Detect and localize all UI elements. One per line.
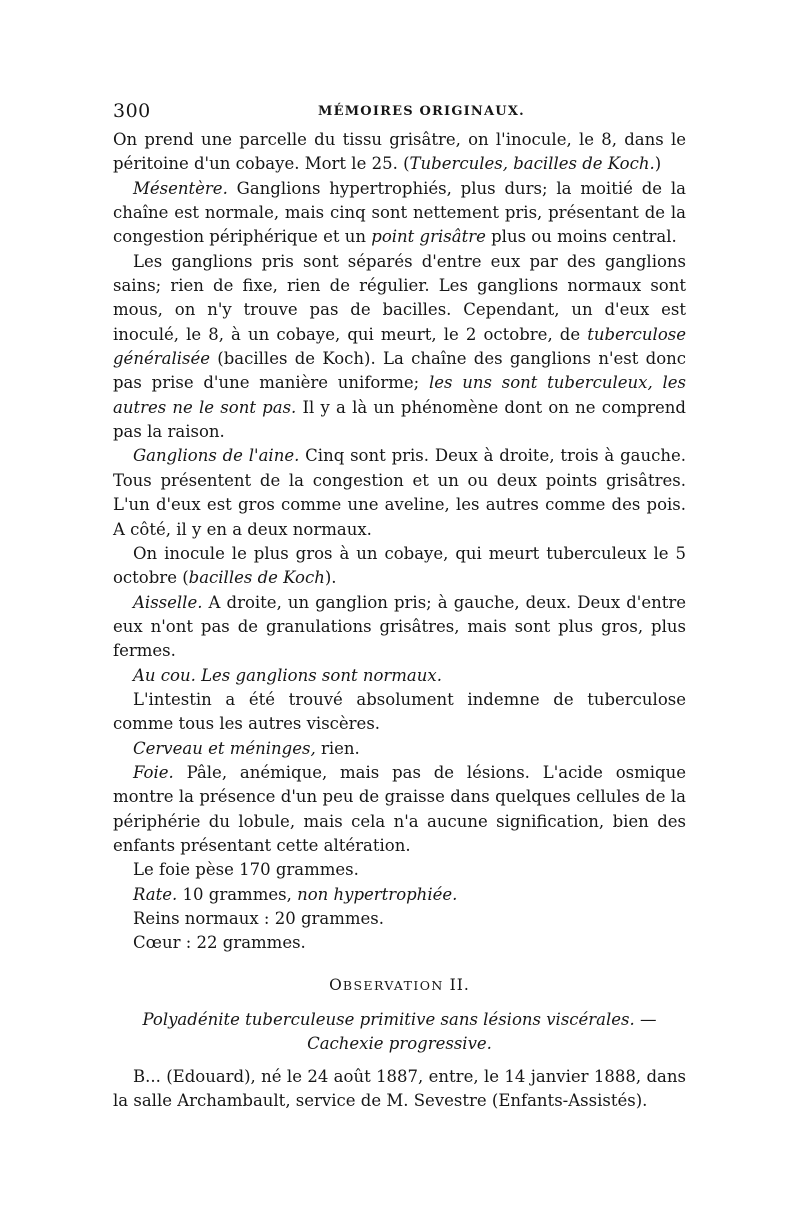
body-paragraphs (113, 128, 686, 956)
paragraph (113, 128, 686, 177)
paragraph (113, 177, 686, 250)
observation-heading (113, 973, 686, 998)
italic-text: Cerveau et méninges, (133, 738, 316, 758)
text-run: 10 grammes, (177, 884, 298, 904)
paragraph (113, 688, 686, 737)
paragraph (113, 858, 686, 882)
text-run: plus ou moins central. (485, 227, 677, 247)
paragraph (113, 444, 686, 541)
text-run: Il y a là un phénomène dont on ne comprend pas la raison. (113, 397, 686, 442)
text-run: Les ganglions pris sont séparés d'entre eux par des ganglions sains; rien de fixe, rien de régulier. Les ganglions normaux sont mous, on n'y trouve pas de bacilles. Cependant, un d'eux est inoculé, le 8, à un cobaye, qui meurt, le 2 octobre, de (113, 251, 686, 344)
text-run: (bacilles de Koch). La chaîne des ganglions n'est donc pas prise d'une manière uniforme; (113, 349, 686, 393)
text-run: B... (Edouard), né le 24 août 1887, entre, le 14 janvier 1888, dans la salle Archambault, service de M. Sevestre (Enfants-Assistés). (113, 1066, 686, 1111)
paragraph (113, 664, 686, 688)
paragraph (113, 883, 686, 907)
page-header (113, 100, 683, 124)
observation-title: Polyadénite tuberculeuse primitive sans lésions viscérales. — Cachexie progressive. (142, 1010, 657, 1054)
text-run: On inocule le plus gros à un cobaye, qui meurt tuberculeux le 5 octobre ( (113, 543, 686, 588)
paragraph (113, 542, 686, 591)
observation-word: BSERVATION (342, 977, 444, 993)
text-run: ) (654, 154, 662, 174)
main-text (113, 128, 686, 1113)
paragraph (113, 761, 686, 858)
text-run: Cœur : 22 grammes. (133, 933, 306, 953)
text-run: L'intestin a été trouvé absolument indemne de tuberculose comme tous les autres viscères. (113, 689, 686, 734)
italic-text: Aisselle. (133, 592, 203, 612)
observation-number: II. (449, 975, 470, 994)
text-run: On prend une parcelle du tissu grisâtre, on l'inocule, le 8, dans le péritoine d'un cobaye. Mort le 25. ( (113, 130, 686, 174)
paragraph (113, 250, 686, 445)
paragraph (113, 591, 686, 664)
italic-text: Foie. (133, 762, 174, 782)
italic-text: tuberculose généralisée (113, 324, 686, 369)
italic-text: Tubercules, bacilles de Koch. (409, 154, 655, 174)
text-run: Reins normaux : 20 grammes. (133, 909, 385, 928)
text-run: Le foie pèse 170 grammes. (133, 860, 359, 880)
italic-text: point grisâtre (371, 227, 486, 247)
italic-text: non hypertrophiée. (297, 884, 458, 904)
running-title: MÉMOIRES ORIGINAUX. (318, 104, 525, 119)
italic-text: Ganglions de l'aine. (133, 446, 300, 466)
paragraph (113, 931, 686, 955)
paragraph (113, 907, 686, 931)
page-number: 300 (113, 100, 151, 122)
text-run: A droite, un ganglion pris; à gauche, deux. Deux d'entre eux n'ont pas de granulations grisâtres, mais sont plus gros, plus fermes. (113, 592, 686, 661)
text-run: Pâle, anémique, mais pas de lésions. L'acide osmique montre la présence d'un peu de graisse dans quelques cellules de la périphérie du lobule, mais cela n'a aucune signification, bien des enfants présentant cette altération. (113, 762, 686, 855)
paragraph (113, 737, 686, 761)
italic-text: bacilles de Koch (188, 568, 325, 588)
observation-initial: O (329, 975, 343, 994)
closing-paragraph-wrap (113, 1065, 686, 1114)
text-run: rien. (315, 738, 360, 758)
text-run: ). (324, 568, 337, 588)
italic-text: Rate. (133, 884, 178, 904)
text-run: Ganglions hypertrophiés, plus durs; la moitié de la chaîne est normale, mais cinq sont nettement pris, présentant de la congestion périphérique et un (113, 178, 686, 247)
italic-text: les uns sont tuberculeux, les autres ne le sont pas. (113, 373, 687, 417)
text-run: Cinq sont pris. Deux à droite, trois à gauche. Tous présentent de la congestion et un ou deux points grisâtres. L'un d'eux est gros comme une aveline, les autres comme des pois. A côté, il y en a deux normaux. (113, 446, 686, 539)
paragraph (113, 1065, 686, 1114)
italic-text: Au cou. Les ganglions sont normaux. (133, 665, 442, 685)
italic-text: Mésentère. (133, 178, 228, 198)
